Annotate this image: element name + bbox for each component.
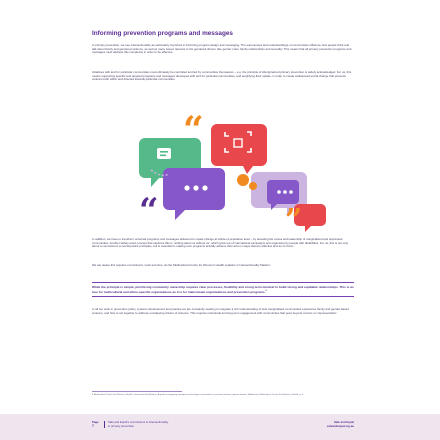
org-name: Safe and Equal (333, 420, 354, 424)
body-paragraph: Initiatives with and for particular communities must ultimately be controlled and led by communities themselves – e.g. the principle of Aboriginal-led primary prevention is widely acknowledged. For us, this means supporting specific and targeted programs and messages developed with and for particular communities, and amplifying their uptake, in order to create widespread social change that prevents violence both within and directed towards particular communities. (92, 70, 352, 82)
footer-divider (104, 421, 105, 428)
page-number: 7 (92, 424, 94, 428)
page-label: Page (92, 420, 99, 424)
body-paragraph: In all our work in prevention policy, systems development and practice we are constantly seeking to integrate a rich understanding of how marginalised communities experience family and gender-based violence, and how to act together to address overlapping drivers of violence. This requires intentional and long-term engagement with communities that goes beyond a focus on 'representation'. (92, 307, 349, 315)
chat-icon (157, 148, 171, 159)
footnote-ref: 6 (265, 290, 267, 292)
page-footer (0, 414, 440, 440)
red-speech-bubble (211, 124, 267, 174)
footnote: 6 Multicultural Centre for Women's Health, Intersectionality Matters: A guide to engaging immigrant and refugee communities to prevent violence against women. Melbourne: Multicultural Centre for Women's Health, p. 6. (92, 394, 304, 396)
dot-icon (202, 185, 207, 190)
violet-speech-bubble (163, 168, 225, 220)
footnote-divider (92, 391, 182, 392)
page-title: Informing prevention programs and messages (92, 30, 233, 37)
quote-mark-icon: “ (183, 109, 204, 151)
body-paragraph: In addition, we have to transform universal programs and messages delivered to create change at whole-of-population level – by elevating the voices and leadership of marginalised and oppressed communities. Another widely-used concept that captures this is 'nothing about us without us', which grew out of international campaigns and organising by people with disabilities. For us, this is not only about a commitment to social justice principles, but is essential in making sure programs actually achieve their aims in ways that are effective and do no harm. (92, 237, 348, 249)
dot-icon (193, 185, 198, 190)
org-url[interactable]: safeandequal.org.au (326, 423, 354, 428)
pull-quote (92, 282, 354, 297)
publication-title: Safe and Equal's commitment to intersectionality (108, 420, 169, 424)
quote-mark-icon: ” (285, 203, 303, 238)
quote-mark-icon: “ (139, 191, 159, 231)
body-paragraph: We are aware this requires commitment, work and time. As the Multicultural Centre for Women's Health explains in Intersectionality Matters: (92, 263, 271, 267)
speech-bubbles-illustration (95, 109, 345, 238)
orange-dot (237, 174, 249, 186)
body-paragraph: In primary prevention, we see intersectionality as particularly important in informing program design and messaging. The experiences and understandings of communities influence how people think and talk about family and gendered violence, as well as many issues relevant to the gendered drivers, like gender roles, family relationships and sexuality. This means that all primary prevention programs and messages must address this complexity in order to be effective. (92, 43, 352, 55)
dot-icon (184, 185, 189, 190)
pull-quote-text: While the principle is simple, prioritising community ownership requires clear processes, flexibility and a long-term mindset to build strong and equitable relationships. This is as true for multicultural and ethno-specific organisations as it is for mainstream organisations and prevention programs. (92, 285, 354, 295)
publication-subtitle: in primary prevention (108, 423, 135, 428)
